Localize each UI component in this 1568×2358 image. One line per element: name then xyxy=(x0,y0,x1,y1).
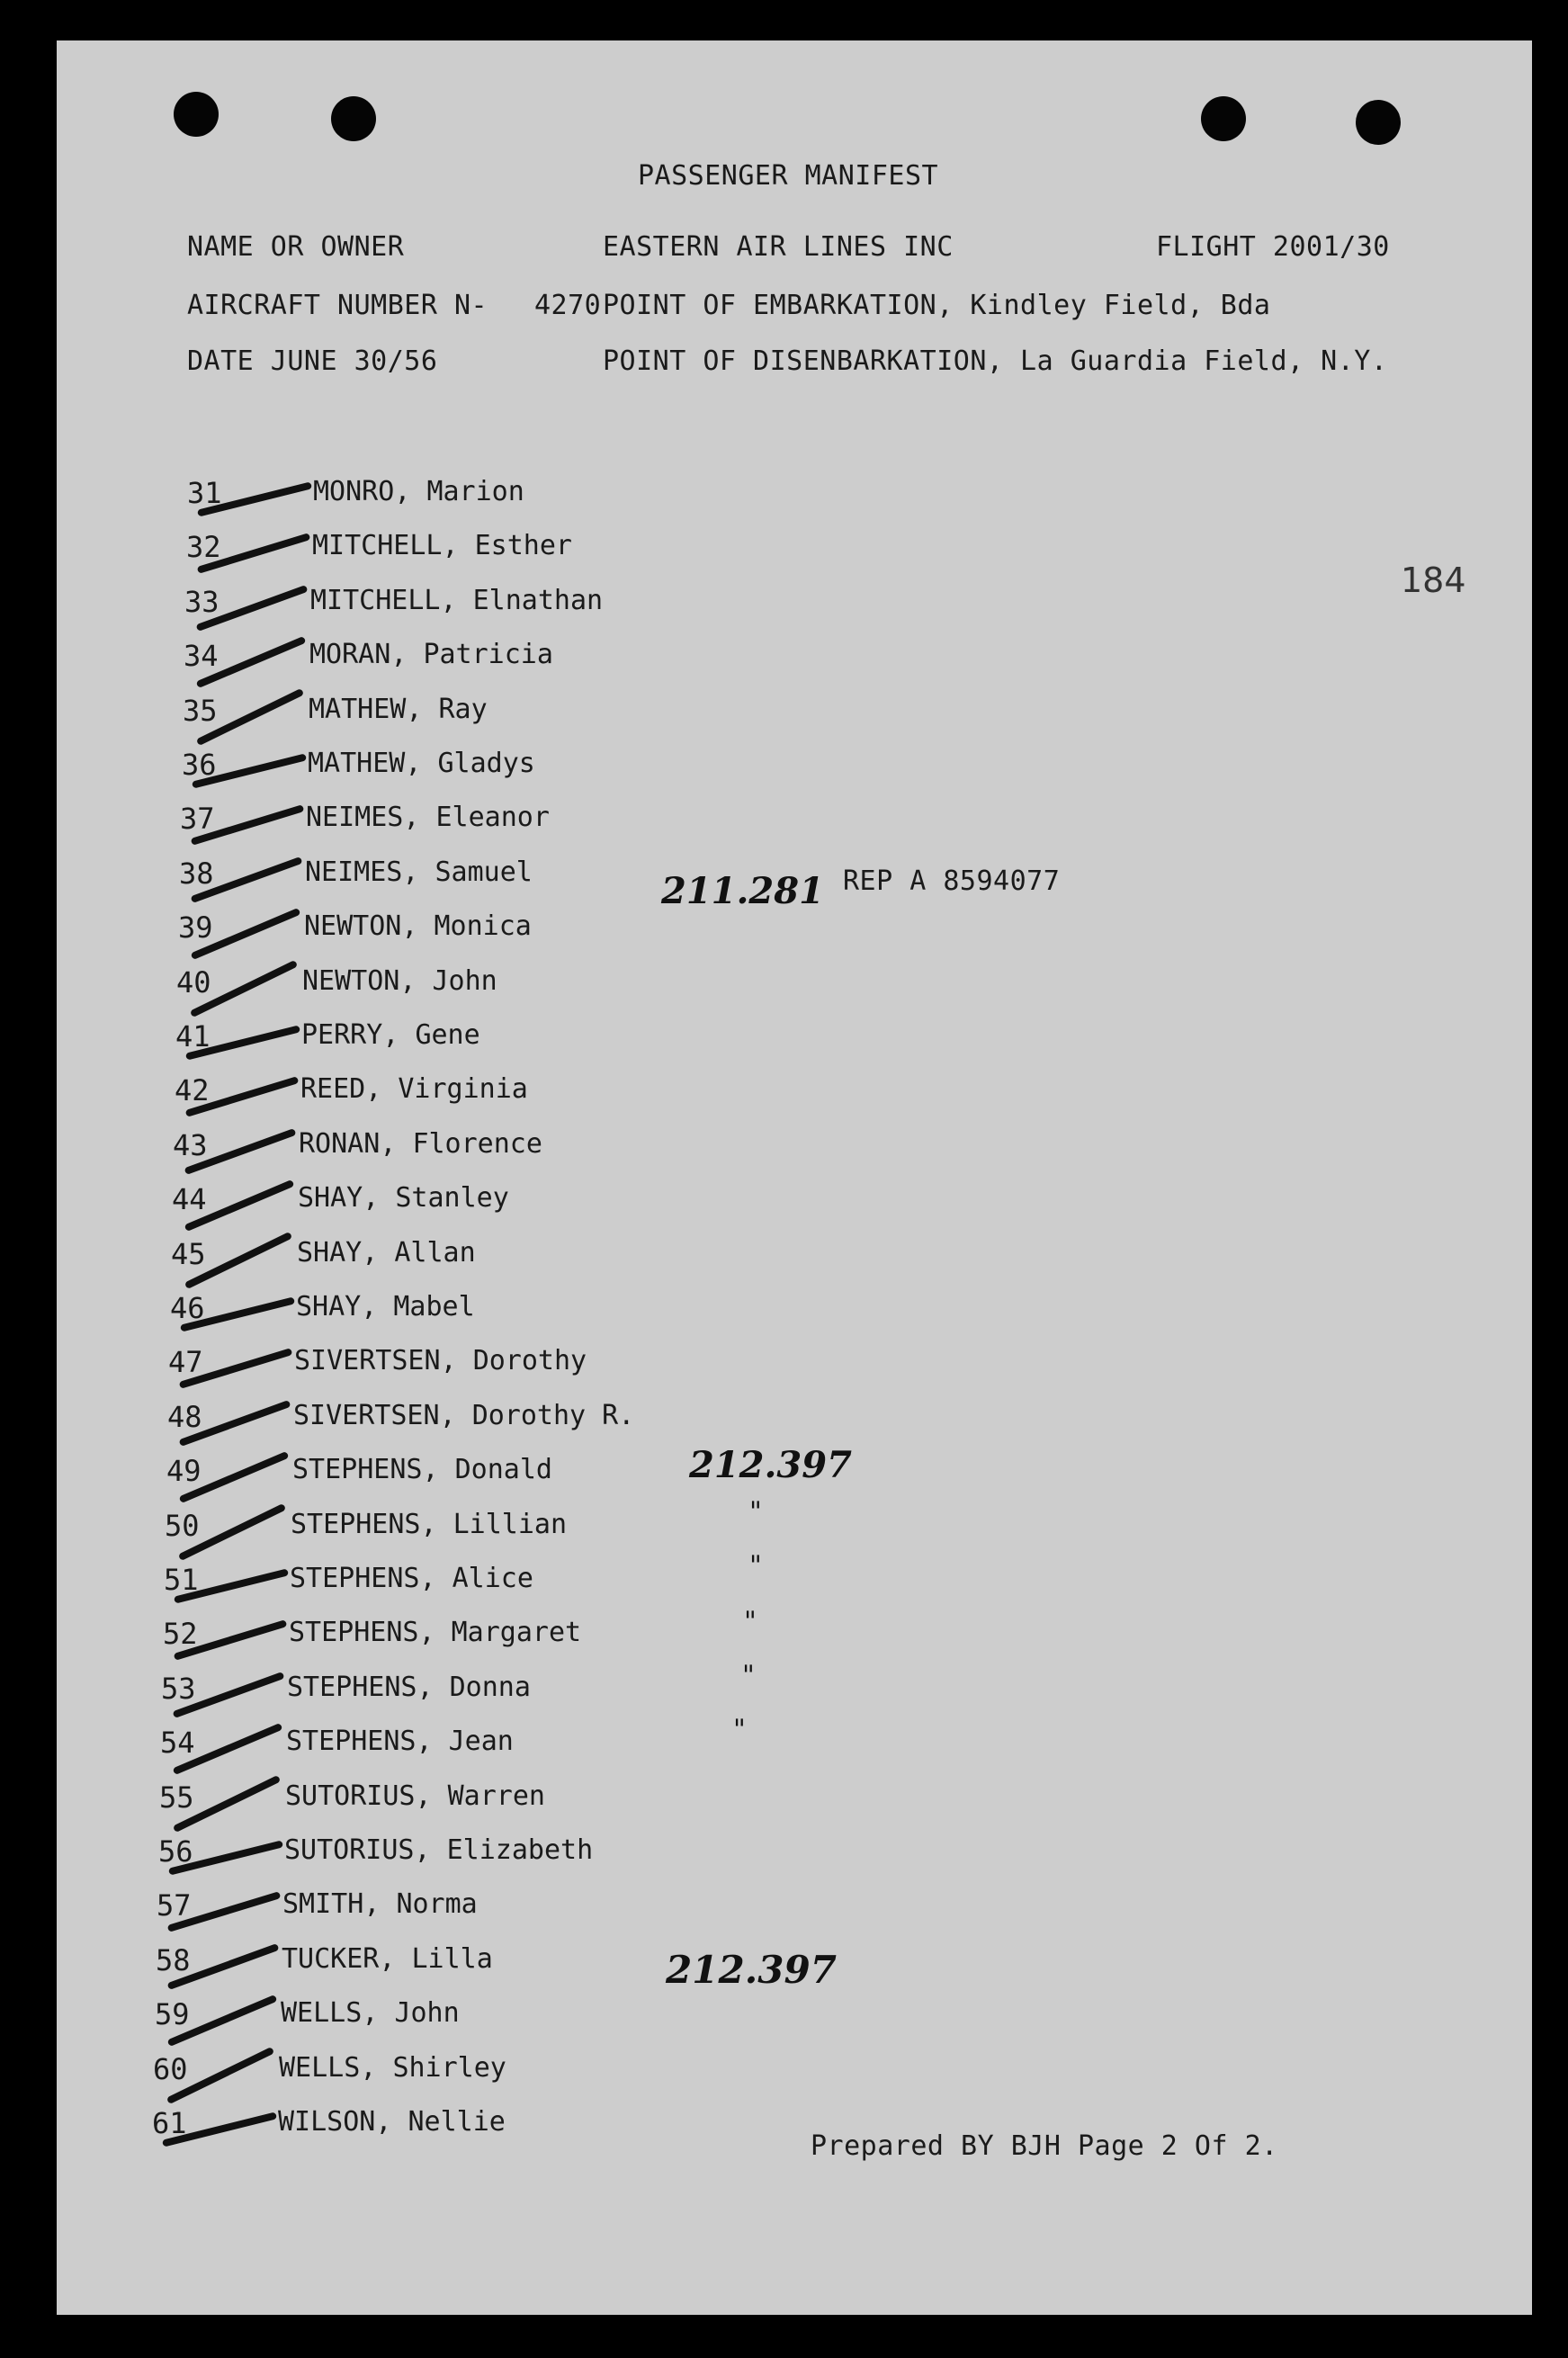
passenger-name: SIVERTSEN, Dorothy xyxy=(294,1345,587,1376)
ditto-mark: " xyxy=(749,1550,762,1582)
passenger-number: 50 xyxy=(165,1509,200,1543)
passenger-number: 49 xyxy=(166,1454,202,1488)
passenger-last-name: SUTORIUS xyxy=(285,1780,416,1812)
passenger-last-name: STEPHENS xyxy=(290,1563,420,1594)
passenger-first-name: Virginia xyxy=(398,1073,528,1105)
passenger-first-name: Stanley xyxy=(395,1182,509,1214)
passenger-name: STEPHENS, Lillian xyxy=(291,1509,568,1540)
passenger-number: 42 xyxy=(175,1073,210,1107)
passenger-name: WELLS, John xyxy=(281,1997,460,2029)
passenger-name: SUTORIUS, Elizabeth xyxy=(284,1834,594,1866)
passenger-first-name: Ray xyxy=(438,694,488,725)
passenger-name: NEWTON, Monica xyxy=(304,910,532,942)
passenger-first-name: Nellie xyxy=(408,2106,506,2138)
passenger-number: 54 xyxy=(160,1726,195,1760)
handwritten-code: 212.397 xyxy=(689,1444,852,1486)
passenger-name: WILSON, Nellie xyxy=(278,2106,506,2138)
passenger-last-name: SMITH xyxy=(282,1888,364,1920)
passenger-first-name: Monica xyxy=(434,910,532,942)
passenger-name: SIVERTSEN, Dorothy R. xyxy=(293,1400,635,1431)
passenger-name: SMITH, Norma xyxy=(282,1888,478,1920)
passenger-number: 32 xyxy=(186,530,221,564)
passenger-first-name: Margaret xyxy=(451,1617,582,1648)
passenger-name: MATHEW, Gladys xyxy=(308,748,535,779)
passenger-name: MITCHELL, Esther xyxy=(312,530,572,561)
passenger-name: NEIMES, Samuel xyxy=(305,856,533,888)
passenger-first-name: Alice xyxy=(452,1563,533,1594)
passenger-last-name: SHAY xyxy=(297,1237,363,1269)
passenger-last-name: MATHEW xyxy=(309,694,407,725)
passenger-number: 45 xyxy=(171,1237,206,1271)
passenger-last-name: SIVERTSEN xyxy=(294,1345,441,1376)
passenger-last-name: PERRY xyxy=(301,1019,383,1051)
passenger-number: 44 xyxy=(172,1182,207,1216)
aircraft-number: 4270 xyxy=(534,290,602,321)
handwritten-code: 212.397 xyxy=(666,1948,837,1992)
passenger-first-name: Eleanor xyxy=(435,802,550,833)
passenger-name: SHAY, Mabel xyxy=(296,1291,475,1322)
embarkation-point: POINT OF EMBARKATION, Kindley Field, Bda xyxy=(603,290,1271,321)
passenger-last-name: TUCKER xyxy=(282,1943,380,1975)
passenger-name: STEPHENS, Donald xyxy=(292,1454,552,1485)
ditto-mark: " xyxy=(733,1714,746,1745)
ditto-mark: " xyxy=(742,1660,755,1691)
passenger-number: 34 xyxy=(184,639,219,673)
passenger-name: RONAN, Florence xyxy=(299,1128,542,1160)
passenger-first-name: Patricia xyxy=(423,639,553,670)
passenger-number: 59 xyxy=(155,1997,190,2031)
passenger-name: TUCKER, Lilla xyxy=(282,1943,493,1975)
passenger-number: 57 xyxy=(157,1888,192,1923)
passenger-number: 48 xyxy=(167,1400,202,1434)
passenger-last-name: SIVERTSEN xyxy=(293,1400,440,1431)
passenger-first-name: Shirley xyxy=(392,2052,506,2084)
passenger-last-name: MORAN xyxy=(309,639,391,670)
passenger-number: 53 xyxy=(161,1672,196,1706)
passenger-name: PERRY, Gene xyxy=(301,1019,480,1051)
punch-hole xyxy=(331,96,376,141)
passenger-first-name: Donna xyxy=(449,1672,531,1703)
passenger-last-name: NEWTON xyxy=(302,965,400,997)
passenger-number: 35 xyxy=(183,694,218,728)
handwritten-code: 211.281 xyxy=(661,870,824,912)
manifest-date: DATE JUNE 30/56 xyxy=(187,345,438,377)
passenger-name: MORAN, Patricia xyxy=(309,639,553,670)
passenger-first-name: Dorothy R. xyxy=(471,1400,635,1431)
passenger-last-name: SHAY xyxy=(298,1182,363,1214)
passenger-name: STEPHENS, Margaret xyxy=(289,1617,582,1648)
passenger-last-name: RONAN xyxy=(299,1128,381,1160)
passenger-name: MITCHELL, Elnathan xyxy=(310,585,604,616)
passenger-first-name: Lilla xyxy=(411,1943,493,1975)
passenger-number: 39 xyxy=(178,910,213,945)
owner-name: EASTERN AIR LINES INC xyxy=(603,231,954,263)
passenger-number: 56 xyxy=(158,1834,193,1869)
passenger-last-name: MATHEW xyxy=(308,748,406,779)
passenger-first-name: Esther xyxy=(474,530,572,561)
passenger-last-name: STEPHENS xyxy=(289,1617,419,1648)
passenger-number: 47 xyxy=(168,1345,203,1379)
passenger-name: WELLS, Shirley xyxy=(279,2052,506,2084)
passenger-first-name: Jean xyxy=(448,1726,514,1757)
passenger-number: 51 xyxy=(164,1563,199,1597)
passenger-number: 43 xyxy=(173,1128,208,1162)
passenger-last-name: NEWTON xyxy=(304,910,402,942)
passenger-first-name: Samuel xyxy=(435,856,533,888)
punch-hole xyxy=(1201,96,1246,141)
passenger-first-name: Gene xyxy=(415,1019,480,1051)
passenger-last-name: NEIMES xyxy=(306,802,404,833)
passenger-first-name: Lillian xyxy=(452,1509,568,1540)
owner-label: NAME OR OWNER xyxy=(187,231,405,263)
passenger-name: STEPHENS, Donna xyxy=(287,1672,531,1703)
passenger-number: 31 xyxy=(187,476,222,510)
passenger-first-name: John xyxy=(432,965,497,997)
passenger-name: MONRO, Marion xyxy=(313,476,524,507)
passenger-number: 55 xyxy=(159,1780,194,1815)
passenger-first-name: John xyxy=(394,1997,460,2029)
passenger-number: 41 xyxy=(175,1019,211,1053)
handwritten-page-number: 184 xyxy=(1401,560,1466,600)
passenger-name: REED, Virginia xyxy=(300,1073,528,1105)
passenger-number: 46 xyxy=(170,1291,205,1325)
passenger-last-name: STEPHENS xyxy=(287,1672,417,1703)
passenger-first-name: Florence xyxy=(412,1128,542,1160)
passenger-last-name: NEIMES xyxy=(305,856,403,888)
passenger-last-name: MITCHELL xyxy=(312,530,443,561)
passenger-last-name: MITCHELL xyxy=(310,585,441,616)
passenger-first-name: Allan xyxy=(394,1237,476,1269)
passenger-name: SUTORIUS, Warren xyxy=(285,1780,545,1812)
passenger-number: 33 xyxy=(184,585,220,619)
passenger-first-name: Warren xyxy=(447,1780,545,1812)
passenger-number: 58 xyxy=(156,1943,191,1977)
flight-number: FLIGHT 2001/30 xyxy=(1156,231,1390,263)
ditto-mark: " xyxy=(744,1606,757,1637)
punch-hole xyxy=(174,92,219,137)
rep-number: REP A 8594077 xyxy=(843,865,1061,897)
passenger-name: STEPHENS, Jean xyxy=(286,1726,514,1757)
passenger-last-name: STEPHENS xyxy=(291,1509,421,1540)
document-title: PASSENGER MANIFEST xyxy=(638,160,939,192)
passenger-first-name: Gladys xyxy=(437,748,535,779)
passenger-last-name: STEPHENS xyxy=(286,1726,417,1757)
passenger-number: 60 xyxy=(153,2052,188,2086)
passenger-number: 40 xyxy=(176,965,211,1000)
passenger-number: 38 xyxy=(179,856,214,891)
ditto-mark: " xyxy=(749,1496,762,1528)
passenger-last-name: SHAY xyxy=(296,1291,362,1322)
passenger-number: 36 xyxy=(182,748,217,782)
passenger-name: SHAY, Allan xyxy=(297,1237,476,1269)
passenger-last-name: STEPHENS xyxy=(292,1454,423,1485)
passenger-first-name: Elnathan xyxy=(472,585,604,616)
passenger-first-name: Dorothy xyxy=(472,1345,587,1376)
disembarkation-point: POINT OF DISENBARKATION, La Guardia Field, N.Y. xyxy=(603,345,1388,377)
passenger-last-name: REED xyxy=(300,1073,366,1105)
aircraft-label: AIRCRAFT NUMBER N- xyxy=(187,290,488,321)
manifest-page xyxy=(57,40,1532,2315)
passenger-first-name: Mabel xyxy=(393,1291,475,1322)
passenger-last-name: WELLS xyxy=(281,1997,363,2029)
passenger-number: 61 xyxy=(152,2106,187,2140)
passenger-number: 37 xyxy=(180,802,215,836)
passenger-first-name: Marion xyxy=(426,476,524,507)
passenger-last-name: MONRO xyxy=(313,476,395,507)
passenger-name: MATHEW, Ray xyxy=(309,694,488,725)
punch-hole xyxy=(1356,100,1401,145)
passenger-name: SHAY, Stanley xyxy=(298,1182,509,1214)
passenger-number: 52 xyxy=(163,1617,198,1651)
passenger-name: STEPHENS, Alice xyxy=(290,1563,533,1594)
passenger-first-name: Elizabeth xyxy=(446,1834,594,1866)
prepared-by-footer: Prepared BY BJH Page 2 Of 2. xyxy=(811,2130,1278,2162)
passenger-first-name: Norma xyxy=(396,1888,478,1920)
passenger-last-name: WILSON xyxy=(278,2106,376,2138)
passenger-last-name: WELLS xyxy=(279,2052,361,2084)
passenger-first-name: Donald xyxy=(454,1454,552,1485)
passenger-name: NEWTON, John xyxy=(302,965,497,997)
passenger-last-name: SUTORIUS xyxy=(284,1834,415,1866)
passenger-name: NEIMES, Eleanor xyxy=(306,802,550,833)
